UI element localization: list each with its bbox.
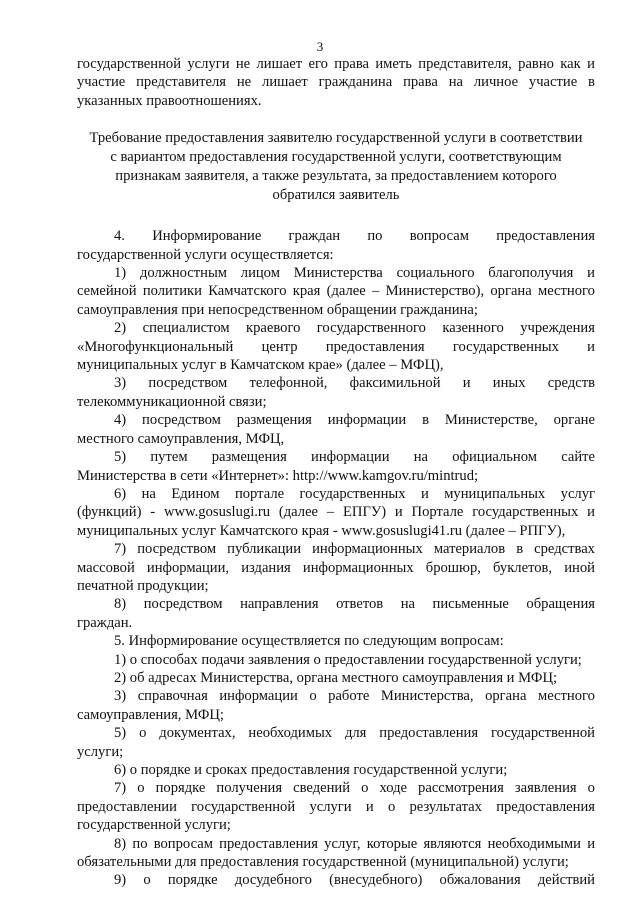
word: по: [367, 228, 383, 245]
word: о: [587, 780, 595, 797]
word: предоставления: [325, 338, 425, 355]
word: права: [403, 74, 438, 91]
text-line: [77, 871, 595, 889]
word: края: [292, 283, 321, 300]
word: на: [448, 74, 463, 91]
word: не: [236, 74, 252, 91]
word: 4.: [114, 228, 125, 245]
word: 2): [114, 320, 127, 337]
word: предоставления: [496, 798, 595, 815]
word: получения: [216, 780, 283, 797]
word: лишает: [256, 56, 303, 72]
text-line: [77, 264, 595, 282]
word: -: [150, 504, 156, 521]
word: вопросам: [153, 835, 213, 852]
word: предоставлении: [77, 798, 177, 815]
word: о: [139, 725, 147, 742]
word: информации: [311, 449, 390, 466]
word: государственной: [77, 56, 182, 72]
word: действий: [537, 872, 595, 889]
text-line: местного самоуправления, МФЦ,: [77, 430, 285, 447]
text-line: указанных правоотношениях.: [77, 92, 262, 109]
word: буклетов,: [493, 559, 553, 576]
word: 5): [114, 449, 127, 466]
word: краевого: [246, 320, 301, 337]
word: в: [588, 74, 595, 91]
heading-line: Требование предоставления заявителю государственной услуги в соответствии: [89, 130, 583, 147]
word: посредством: [142, 412, 221, 429]
word: ЕПГУ): [342, 504, 387, 521]
word: портале: [234, 485, 285, 502]
word: услуги: [309, 798, 352, 815]
word: центр: [261, 338, 298, 355]
word: иной: [564, 559, 595, 576]
word: информации: [327, 412, 407, 429]
word: права: [334, 56, 370, 72]
word: брошюр,: [425, 559, 481, 576]
text-line: [77, 687, 595, 705]
text-line: [77, 540, 595, 558]
word: специалистом: [142, 320, 230, 337]
word: Министерство),: [385, 283, 485, 300]
text-line: [77, 411, 595, 429]
word: лишает: [262, 74, 308, 91]
text-line: [77, 319, 595, 337]
word: работе: [328, 688, 370, 705]
word: Портале: [411, 504, 464, 521]
text-line: телекоммуникационной связи;: [77, 393, 267, 410]
word: путем: [150, 449, 188, 466]
word: иных: [492, 375, 526, 392]
word: посредством: [143, 596, 223, 613]
word: информации: [219, 688, 298, 705]
word: и: [587, 265, 595, 282]
page-number: 3: [316, 39, 324, 54]
word: не: [235, 56, 251, 72]
word: 8): [114, 596, 127, 613]
text-line: [77, 559, 595, 577]
word: политики: [142, 283, 202, 300]
word: письменные: [432, 596, 509, 613]
text-line: [77, 779, 595, 797]
text-line: [77, 595, 595, 613]
word: досудебного: [234, 872, 312, 889]
word: издания: [241, 559, 291, 576]
word: порядке: [155, 780, 206, 797]
intro-paragraph: [77, 55, 595, 110]
word: местного: [537, 283, 595, 300]
word: казенного: [442, 320, 504, 337]
word: Информирование: [152, 228, 262, 245]
word: о: [309, 688, 317, 705]
word: порядке: [167, 872, 218, 889]
word: 7): [114, 780, 127, 797]
word: по: [132, 835, 148, 852]
word: телефонной,: [249, 375, 328, 392]
word: результатах: [409, 798, 482, 815]
word: в: [516, 541, 524, 558]
word: необходимыми: [487, 835, 581, 852]
word: которые: [366, 835, 418, 852]
word: граждан: [288, 228, 341, 245]
word: 1): [114, 265, 127, 282]
word: и: [462, 375, 471, 392]
word: услуг,: [324, 835, 361, 852]
text-line: 2) об адресах Министерства, органа местного самоуправления и МФЦ;: [114, 669, 558, 686]
word: на: [141, 485, 156, 502]
word: и: [587, 504, 595, 521]
word: и: [394, 504, 403, 521]
word: как: [560, 56, 581, 72]
word: справочная: [137, 688, 208, 705]
word: муниципальных: [444, 485, 546, 502]
text-line: обязательными для предоставления государственной (муниципальной) услуги;: [77, 854, 569, 871]
word: 3): [114, 688, 127, 705]
text-line: 6) о порядке и сроках предоставления государственной услуги;: [114, 762, 508, 778]
text-line: муниципальных услуг в Камчатском крае» (далее – МФЦ),: [77, 357, 444, 374]
word: 9): [114, 872, 127, 889]
word: представителя,: [418, 56, 512, 72]
heading-line: обратился заявитель: [272, 187, 400, 204]
word: учреждения: [520, 320, 595, 337]
word: (внесудебного): [329, 872, 423, 889]
word: и: [365, 798, 374, 815]
word: о: [387, 798, 396, 815]
word: посредством: [148, 375, 228, 392]
word: представителя: [136, 74, 227, 91]
word: Министерстве,: [444, 412, 538, 429]
word: органа: [485, 688, 527, 705]
text-line: [77, 374, 595, 392]
text-line: [77, 227, 595, 245]
text-line: [77, 835, 595, 853]
word: органа: [490, 283, 532, 300]
word: 8): [114, 835, 127, 852]
word: государственного: [316, 320, 426, 337]
word: лицом: [240, 265, 280, 282]
word: сайте: [561, 449, 595, 466]
text-line: муниципальных услуг Камчатского края - www.gosuslugi41.ru (далее – РПГУ),: [77, 522, 566, 539]
word: информационных: [312, 541, 423, 558]
word: средств: [547, 375, 595, 392]
word: массовой: [77, 559, 135, 576]
word: размещения: [236, 412, 312, 429]
word: личное: [473, 74, 519, 91]
word: (далее: [278, 504, 319, 521]
word: направления: [240, 596, 319, 613]
word: необходимых: [248, 725, 333, 742]
word: государственных: [299, 485, 406, 502]
word: в: [422, 412, 430, 429]
word: публикации: [227, 541, 302, 558]
word: обращения: [526, 596, 595, 613]
text-line: печатной продукции;: [77, 577, 209, 594]
word: –: [326, 504, 335, 521]
word: 6): [114, 485, 127, 502]
word: и: [587, 56, 595, 72]
word: государственных: [472, 504, 579, 521]
text-line: самоуправления при непосредственном обращении гражданина;: [77, 301, 478, 318]
word: предоставления: [379, 725, 479, 742]
word: официальном: [452, 449, 537, 466]
word: гражданина: [318, 74, 393, 91]
word: социального: [396, 265, 475, 282]
word: рассмотрения: [418, 780, 504, 797]
word: услуги: [187, 56, 230, 72]
word: участие: [528, 74, 578, 91]
word: равно: [518, 56, 554, 72]
text-line: [77, 724, 595, 742]
word: факсимильной: [349, 375, 441, 392]
word: ходе: [379, 780, 407, 797]
word: на: [400, 596, 416, 613]
word: и: [587, 338, 595, 355]
word: вопросам: [409, 228, 469, 245]
word: и: [587, 835, 595, 852]
word: семейной: [77, 283, 137, 300]
text-line: 1) о способах подачи заявления о предоставлении государственной услуги;: [114, 651, 582, 668]
word: государственной: [191, 798, 296, 815]
heading-line: признакам заявителя, а также результата, за предоставлением которого: [115, 168, 557, 185]
text-line: [77, 73, 595, 91]
word: Министерства: [293, 265, 383, 282]
word: материалов: [433, 541, 506, 558]
word: должностным: [139, 265, 228, 282]
word: Министерства,: [380, 688, 474, 705]
text-line: [77, 485, 595, 503]
word: участие: [77, 74, 126, 91]
word: информационных: [302, 559, 414, 576]
body-text: [77, 227, 595, 890]
word: –: [372, 283, 380, 300]
word: ответов: [336, 596, 384, 613]
word: «Многофункциональный: [77, 338, 234, 355]
word: информации,: [146, 559, 230, 576]
word: государственной: [490, 725, 595, 742]
text-line: [77, 338, 595, 356]
text-line: [77, 282, 595, 300]
word: являются: [423, 835, 482, 852]
word: благополучия: [488, 265, 574, 282]
word: предоставления: [219, 835, 318, 852]
word: о: [137, 780, 145, 797]
text-line: [77, 798, 595, 816]
word: обжалования: [439, 872, 521, 889]
word: о: [143, 872, 151, 889]
text-line: [77, 503, 595, 521]
word: сведений: [293, 780, 351, 797]
text-line: [77, 55, 595, 73]
word: 7): [114, 541, 127, 558]
word: заявления: [514, 780, 577, 797]
word: (далее: [326, 283, 366, 300]
word: (функций): [77, 504, 142, 521]
document-body: [77, 55, 595, 890]
word: органе: [553, 412, 595, 429]
text-line: самоуправления, МФЦ;: [77, 706, 224, 723]
word: иметь: [375, 56, 412, 72]
word: и: [420, 485, 429, 502]
text-line: услуги;: [77, 743, 124, 760]
word: его: [308, 56, 328, 72]
word: документах,: [159, 725, 236, 742]
word: местного: [537, 688, 595, 705]
text-line: граждан.: [77, 614, 133, 631]
word: государственных: [452, 338, 559, 355]
heading-line: с вариантом предоставления государственной услуги, соответствующим: [110, 149, 562, 166]
text-line: [77, 448, 595, 466]
text-line: государственной услуги;: [77, 817, 231, 834]
text-line: государственной услуги осуществляется:: [77, 246, 334, 263]
word: 4): [114, 412, 127, 429]
section-heading: [77, 129, 595, 205]
word: услуг: [560, 485, 595, 502]
word: 5): [114, 725, 127, 742]
word: средствах: [534, 541, 595, 558]
word: Камчатского: [208, 283, 287, 300]
word: www.gosuslugi.ru: [163, 504, 271, 521]
word: о: [361, 780, 369, 797]
word: размещения: [211, 449, 287, 466]
word: Едином: [171, 485, 220, 502]
word: предоставления: [496, 228, 595, 245]
word: для: [344, 725, 367, 742]
word: посредством: [137, 541, 217, 558]
word: на: [413, 449, 429, 466]
text-line: 5. Информирование осуществляется по следующим вопросам:: [114, 633, 504, 650]
word: 3): [114, 375, 127, 392]
text-line: Министерства в сети «Интернет»: http://www.kamgov.ru/mintrud;: [77, 467, 479, 484]
